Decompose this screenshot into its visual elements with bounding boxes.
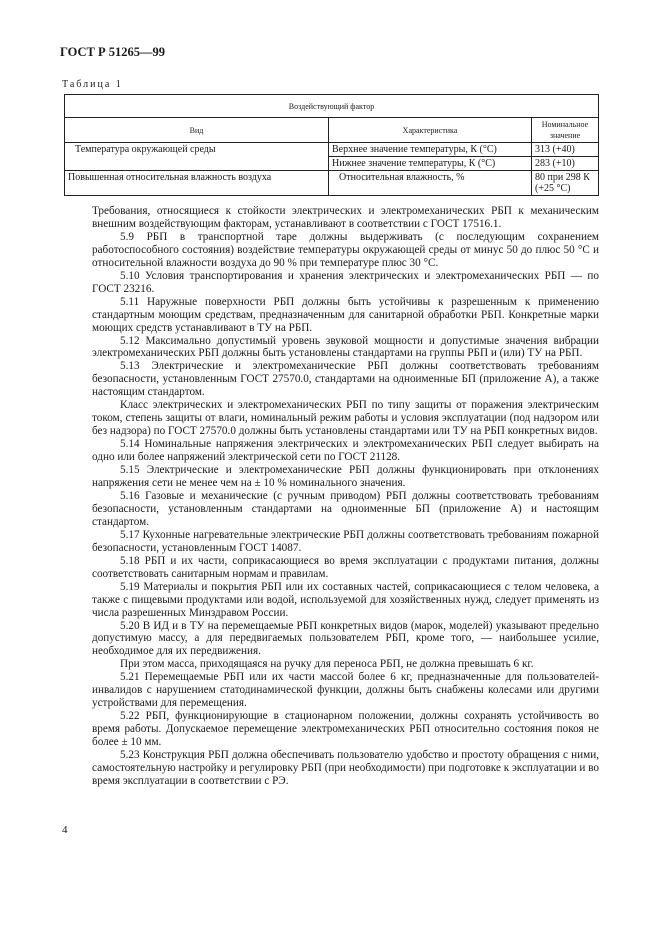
table-cell-type: Повышенная относительная влажность воздуха <box>65 171 329 196</box>
paragraph: 5.10 Условия транспортирования и хранения электрических и электромеханических РБП — по ГОСТ 23216. <box>92 269 599 295</box>
paragraph: 5.22 РБП, функционирующие в стационарном положении, должны сохранять устойчивость во время работы. Допускаемое перемещение электромеханических РБП относительно состояния покоя не более ± 10 мм. <box>92 710 599 749</box>
table-caption: Таблица 1 <box>62 79 123 90</box>
paragraph: 5.21 Перемещаемые РБП или их части массой более 6 кг, предназначенные для пользователей-инвалидов с нарушением статодинамической функции, должны быть снабжены колесами или другими устройствами для перемещения. <box>92 671 599 710</box>
table-cell-type: Температура окружающей среды <box>65 143 329 171</box>
table-cell-value: 313 (+40) <box>532 143 599 157</box>
table-row <box>65 143 599 157</box>
factors-table <box>64 94 599 196</box>
paragraph: При этом масса, приходящаяся на ручку для переноса РБП, не должна превышать 6 кг. <box>120 658 534 671</box>
table-cell-value: 283 (+10) <box>532 157 599 171</box>
document-header: ГОСТ Р 51265—99 <box>60 45 166 59</box>
paragraph: 5.14 Номинальные напряжения электрических и электромеханических РБП следует выбирать на одно или более напряжений электрической сети по ГОСТ 21128. <box>92 438 599 464</box>
paragraph: Требования, относящиеся к стойкости электрических и электромеханических РБП к механическим внешним воздействующим факторам, устанавливают в соответствии с ГОСТ 17516.1. <box>92 205 599 230</box>
paragraph: 5.18 РБП и их части, соприкасающиеся во время эксплуатации с продуктами питания, должны соответствовать санитарным нормам и правилам. <box>92 554 599 580</box>
paragraph: 5.20 В ИД и в ТУ на перемещаемые РБП конкретных видов (марок, моделей) указывают предельно допустимую массу, а для передвигаемых пользователем РБП, кроме того, — наибольшее усилие, необходимое для их передвижения. <box>92 619 599 658</box>
paragraph: 5.13 Электрические и электромеханические РБП должны соответствовать требованиям безопасности, установленным ГОСТ 27570.0, стандартами на одноименные БП (приложение А), а также настоящим стандартом. <box>92 360 599 399</box>
page-number: 4 <box>62 824 68 836</box>
column-header-type: Вид <box>65 118 329 143</box>
paragraph: 5.9 РБП в транспортной таре должны выдерживать (с последующим сохранением работоспособного состояния) воздействие температуры окружающей среды от минус 50 до плюс 50 °С и относительной влажности воздуха до 90 % при температуре плюс 30 °С. <box>92 230 599 269</box>
table-row <box>65 171 599 196</box>
paragraph: 5.19 Материалы и покрытия РБП или их составных частей, соприкасающиеся с телом человека, а также с пищевыми продуктами или водой, используемой для хозяйственных нужд, следует применять из числа разрешенных Минздравом России. <box>92 580 599 619</box>
paragraph: Класс электрических и электромеханических РБП по типу защиты от поражения электрическим током, степень защиты от влаги, номинальный режим работы и условия эксплуатации (под надзором или без надзора) по ГОСТ 27570.0 должны быть установлены стандартами или ТУ на РБП конкретных видов. <box>92 399 599 438</box>
table-cell-value: 80 при 298 К (+25 °С) <box>532 171 599 196</box>
column-header-nominal-value: Номинальное значение <box>532 118 599 143</box>
paragraph: 5.12 Максимально допустимый уровень звуковой мощности и допустимые значения вибрации электромеханических РБП должны быть установлены стандартами на группы РБП и (или) ТУ на РБП. <box>92 334 599 360</box>
paragraph: 5.16 Газовые и механические (с ручным приводом) РБП должны соответствовать требованиям безопасности, установленным стандартами на одноименные БП (приложение А) и настоящим стандартом. <box>92 489 599 528</box>
body-text <box>92 205 599 788</box>
paragraph: 5.23 Конструкция РБП должна обеспечивать пользователю удобство и простоту обращения с ними, самостоятельную настройку и регулировку РБП (при необходимости) при подготовке к эксплуатации и во время эксплуатации в соответствии с РЭ. <box>92 749 599 787</box>
table-cell-characteristic: Нижнее значение температуры, К (°С) <box>329 157 532 171</box>
table-cell-characteristic: Относительная влажность, % <box>329 171 532 196</box>
paragraph: 5.17 Кухонные нагревательные электрические РБП должны соответствовать требованиям пожарной безопасности, установленным ГОСТ 14087. <box>92 528 599 554</box>
table-cell-characteristic: Верхнее значение температуры, К (°С) <box>329 143 532 157</box>
paragraph: 5.15 Электрические и электромеханические РБП должны функционировать при отклонениях напряжения сети не менее чем на ± 10 % номинального значения. <box>92 464 599 490</box>
column-header-characteristic: Характеристика <box>329 118 532 143</box>
paragraph: 5.11 Наружные поверхности РБП должны быть устойчивы к разрешенным к применению стандартным моющим средствам, предназначенным для санитарной обработки РБП. Конкретные марки моющих средств устанавливают в ТУ на РБП. <box>92 295 599 334</box>
table-group-header: Воздействующий фактор <box>65 95 599 118</box>
